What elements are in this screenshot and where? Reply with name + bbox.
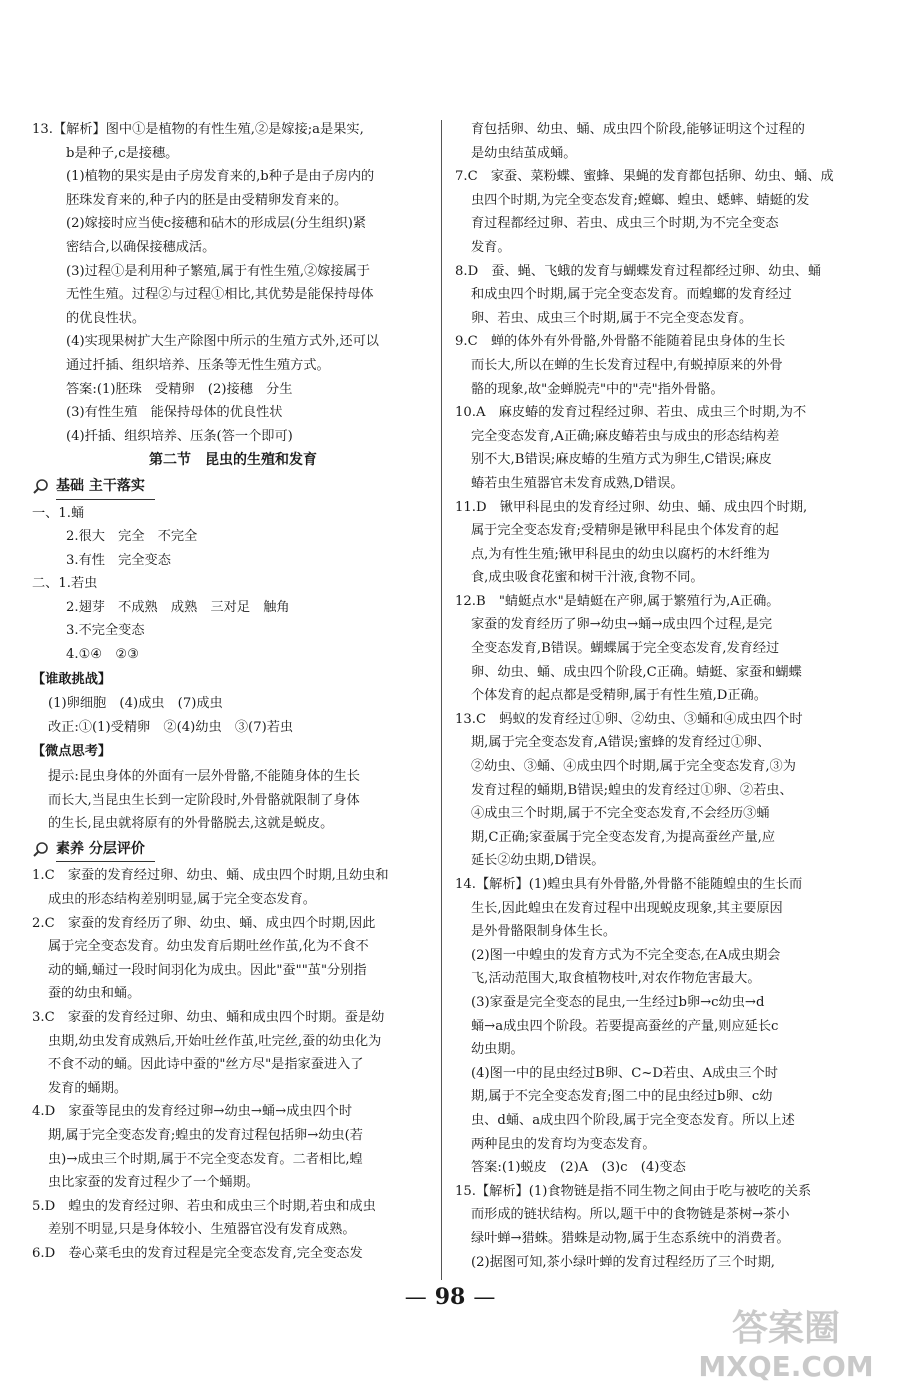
text-line: 9.C 蝉的体外有外骨骼,外骨骼不能随着昆虫身体的生长 — [455, 334, 786, 350]
section-title: 第二节 昆虫的生殖和发育 — [149, 452, 317, 469]
text-line: 答案:(1)胚珠 受精卵 (2)接穗 分生 — [66, 381, 293, 397]
text-line: 骼的现象,故"金蝉脱壳"中的"壳"指外骨骼。 — [471, 381, 724, 397]
text-line: 8.D 蚕、蝇、飞蛾的发育与蝴蝶发育过程都经过卵、幼虫、蛹 — [455, 263, 822, 279]
text-line: 是外骨骼限制身体生长。 — [471, 924, 617, 940]
text-line: 而形成的链状结构。所以,题干中的食物链是茶树→茶小 — [471, 1207, 790, 1223]
text-line: 15.【解析】(1)食物链是指不同生物之间由于吃与被吃的关系 — [455, 1183, 812, 1199]
text-line: 13.【解析】图中①是植物的有性生殖,②是嫁接;a是果实, — [32, 122, 364, 137]
section-header-label: 基础 主干落实 — [56, 475, 155, 500]
section-header — [32, 475, 434, 500]
text-line: 2.很大 完全 不完全 — [66, 529, 198, 545]
text-line: 虫比家蚕的发育过程少了一个蛹期。 — [48, 1175, 259, 1191]
text-line: 14.【解析】(1)蝗虫具有外骨骼,外骨骼不能随蝗虫的生长而 — [455, 877, 803, 892]
text-line: 全变态发育,B错误。蝴蝶属于完全变态发育,发育经过 — [471, 641, 780, 657]
text-line: 期,属于不完全变态发育;图二中的昆虫经过b卵、c幼 — [471, 1089, 773, 1105]
text-line: 虫期,幼虫发育成熟后,开始吐丝作茧,吐完丝,蚕的幼虫化为 — [48, 1033, 382, 1049]
text-line: 属于完全变态发育。幼虫发育后期吐丝作茧,化为不食不 — [48, 939, 369, 955]
text-line: 而长大,当昆虫生长到一定阶段时,外骨骼就限制了身体 — [48, 792, 360, 808]
section-header — [32, 838, 434, 863]
text-line: 的优良性状。 — [66, 310, 146, 326]
text-line: 5.D 蝗虫的发育经过卵、若虫和成虫三个时期,若虫和成虫 — [32, 1198, 376, 1214]
page-dash-right: — — [473, 1285, 496, 1310]
text-line: 通过扦插、组织培养、压条等无性生殖方式。 — [66, 357, 330, 373]
text-line: 胚珠发育来的,种子内的胚是由受精卵发育来的。 — [66, 192, 348, 208]
watermark-logo — [686, 1300, 886, 1384]
text-line: 密结合,以确保接穗成活。 — [66, 239, 216, 255]
text-line: 无性生殖。过程②与过程①相比,其优势是能保持母体 — [66, 287, 374, 303]
text-line: (2)嫁接时应当使c接穗和砧木的形成层(分生组织)紧 — [66, 216, 367, 232]
watermark-bottom: MXQE.COM — [698, 1350, 874, 1383]
text-line: 10.A 麻皮蝽的发育过程经过卵、若虫、成虫三个时期,为不 — [455, 405, 807, 421]
text-line: 发育过程的蛹期,B错误;蝗虫的发育经过①卵、②若虫、 — [471, 782, 793, 798]
text-line: 3.不完全变态 — [66, 623, 145, 639]
text-line: b是种子,c是接穗。 — [66, 145, 179, 161]
text-line: 育包括卵、幼虫、蛹、成虫四个阶段,能够证明这个过程的 — [471, 122, 805, 137]
text-line: 一、1.蛹 — [32, 505, 85, 521]
text-line: (3)家蚕是完全变态的昆虫,一生经过b卵→c幼虫→d — [471, 994, 765, 1010]
text-line: 改正:①(1)受精卵 ②(4)幼虫 ③(7)若虫 — [48, 719, 294, 735]
column-divider — [441, 120, 442, 1280]
text-line: 完全变态发育,A正确;麻皮蝽若虫与成虫的形态结构差 — [471, 428, 780, 444]
text-line: (3)过程①是利用种子繁殖,属于有性生殖,②嫁接属于 — [66, 263, 370, 279]
text-line: ④成虫三个时期,属于不完全变态发育,不会经历③蛹 — [471, 806, 770, 822]
text-line: (3)有性生殖 能保持母体的优良性状 — [66, 405, 283, 421]
text-line: ②幼虫、③蛹、④成虫四个时期,属于完全变态发育,③为 — [471, 759, 796, 775]
text-line: 发育的蛹期。 — [48, 1080, 128, 1096]
subsection-label: 【微点思考】 — [32, 744, 112, 760]
text-line: 11.D 锹甲科昆虫的发育经过卵、幼虫、蛹、成虫四个时期, — [455, 499, 808, 515]
text-line: 发育。 — [471, 239, 511, 255]
text-line: 不食不动的蛹。因此诗中蚕的"丝方尽"是指家蚕进入了 — [48, 1057, 364, 1073]
text-line: 13.C 蚂蚁的发育经过①卵、②幼虫、③蛹和④成虫四个时 — [455, 711, 803, 727]
text-line: 延长②幼虫期,D错误。 — [471, 853, 605, 869]
text-line: 家蚕的发育经历了卵→幼虫→蛹→成虫四个过程,是完 — [471, 617, 773, 633]
text-line: 飞,活动范围大,取食植物枝叶,对农作物危害最大。 — [471, 971, 761, 987]
text-line: 食,成虫吸食花蜜和树干汁液,食物不同。 — [471, 570, 704, 586]
text-line: 蝽若虫生殖器官未发育成熟,D错误。 — [471, 475, 684, 491]
text-line: 期,属于完全变态发育,A错误;蜜蜂的发育经过①卵、 — [471, 735, 771, 751]
text-line: 1.C 家蚕的发育经过卵、幼虫、蛹、成虫四个时期,且幼虫和 — [32, 868, 389, 884]
text-line: 绿叶蝉→猎蛛。猎蛛是动物,属于生态系统中的消费者。 — [471, 1230, 790, 1246]
text-line: 提示:昆虫身体的外面有一层外骨骼,不能随身体的生长 — [48, 769, 360, 785]
magnifier-icon — [32, 478, 50, 496]
text-line: (2)据图可知,茶小绿叶蝉的发育过程经历了三个时期, — [471, 1254, 775, 1270]
text-line: 的生长,昆虫就将原有的外骨骼脱去,这就是蜕皮。 — [48, 816, 334, 832]
text-line: (1)植物的果实是由子房发育来的,b种子是由子房内的 — [66, 169, 375, 185]
text-line: 虫四个时期,为完全变态发育;螳螂、蝗虫、蟋蟀、蜻蜓的发 — [471, 192, 810, 208]
text-line: 成虫的形态结构差别明显,属于完全变态发育。 — [48, 892, 316, 907]
text-line: 幼虫期。 — [471, 1042, 524, 1058]
watermark-top: 答案圈 — [731, 1308, 841, 1349]
text-line: 两种昆虫的发育均为变态发育。 — [471, 1136, 656, 1152]
text-line: 个体发育的起点都是受精卵,属于有性生殖,D正确。 — [471, 688, 767, 704]
text-line: 2.翅芽 不成熟 成熟 三对足 触角 — [66, 599, 290, 615]
text-line: 蛹→a成虫四个阶段。若要提高蚕丝的产量,则应延长c — [471, 1018, 779, 1034]
text-line: 3.C 家蚕的发育经过卵、幼虫、蛹和成虫四个时期。蚕是幼 — [32, 1009, 385, 1025]
text-line: 7.C 家蚕、菜粉蝶、蜜蜂、果蝇的发育都包括卵、幼虫、蛹、成 — [455, 169, 834, 185]
text-line: 期,C正确;家蚕属于完全变态发育,为提高蚕丝产量,应 — [471, 829, 776, 845]
text-line: 二、1.若虫 — [32, 576, 98, 592]
text-line: 答案:(1)蜕皮 (2)A (3)c (4)变态 — [471, 1160, 686, 1176]
text-line: 蚕的幼虫和蛹。 — [48, 986, 141, 1002]
text-line: (4)扦插、组织培养、压条(答一个即可) — [66, 428, 293, 444]
text-line: (1)卵细胞 (4)成虫 (7)成虫 — [48, 696, 223, 712]
text-line: 属于完全变态发育;受精卵是锹甲科昆虫个体发育的起 — [471, 523, 779, 539]
text-line: 卵、幼虫、蛹、成虫四个阶段,C正确。蜻蜓、家蚕和蝴蝶 — [471, 664, 802, 680]
text-line: 别不大,B错误;麻皮蝽的生殖方式为卵生,C错误;麻皮 — [471, 452, 772, 468]
text-line: (4)实现果树扩大生产除图中所示的生殖方式外,还可以 — [66, 334, 379, 350]
text-line: 4.①④ ②③ — [66, 647, 140, 663]
page-number-value: 98 — [434, 1284, 466, 1310]
text-line: 3.有性 完全变态 — [66, 552, 171, 568]
text-line: 4.D 家蚕等昆虫的发育经过卵→幼虫→蛹→成虫四个时 — [32, 1104, 353, 1120]
text-line: 育过程都经过卵、若虫、成虫三个时期,为不完全变态 — [471, 216, 779, 232]
text-line: 差别不明显,只是身体较小、生殖器官没有发育成熟。 — [48, 1222, 356, 1238]
text-line: 期,属于完全变态发育;蝗虫的发育过程包括卵→幼虫(若 — [48, 1127, 363, 1143]
section-header-label: 素养 分层评价 — [56, 838, 155, 863]
left-column — [32, 118, 434, 1266]
text-line: 和成虫四个时期,属于完全变态发育。而蝗螂的发育经过 — [471, 287, 792, 303]
text-line: 12.B "蜻蜓点水"是蜻蜓在产卵,属于繁殖行为,A正确。 — [455, 593, 780, 609]
text-line: 动的蛹,蛹过一段时间羽化为成虫。因此"蚕""茧"分别指 — [48, 962, 367, 978]
text-line: 2.C 家蚕的发育经历了卵、幼虫、蛹、成虫四个时期,因此 — [32, 915, 376, 931]
text-line: (4)图一中的昆虫经过B卵、C~D若虫、A成虫三个时 — [471, 1065, 778, 1081]
text-line: 6.D 卷心菜毛虫的发育过程是完全变态发育,完全变态发 — [32, 1245, 363, 1261]
subsection-label: 【谁敢挑战】 — [32, 671, 112, 687]
magnifier-icon — [32, 841, 50, 859]
text-line: 卵、若虫、成虫三个时期,属于不完全变态发育。 — [471, 310, 753, 326]
text-line: 而长大,所以在蝉的生长发育过程中,有蜕掉原来的外骨 — [471, 357, 783, 373]
text-line: (2)图一中蝗虫的发育方式为不完全变态,在A成虫期会 — [471, 947, 781, 963]
text-line: 生长,因此蝗虫在发育过程中出现蜕皮现象,其主要原因 — [471, 900, 783, 916]
text-line: 虫)→成虫三个时期,属于不完全变态发育。二者相比,蝗 — [48, 1151, 363, 1167]
text-line: 点,为有性生殖;锹甲科昆虫的幼虫以腐朽的木纤维为 — [471, 546, 770, 562]
text-line: 是幼虫结茧成蛹。 — [471, 145, 577, 161]
text-line: 虫、d蛹、a成虫四个阶段,属于完全变态发育。所以上述 — [471, 1112, 795, 1128]
page-dash-left: — — [404, 1285, 427, 1310]
right-column — [455, 118, 857, 1274]
